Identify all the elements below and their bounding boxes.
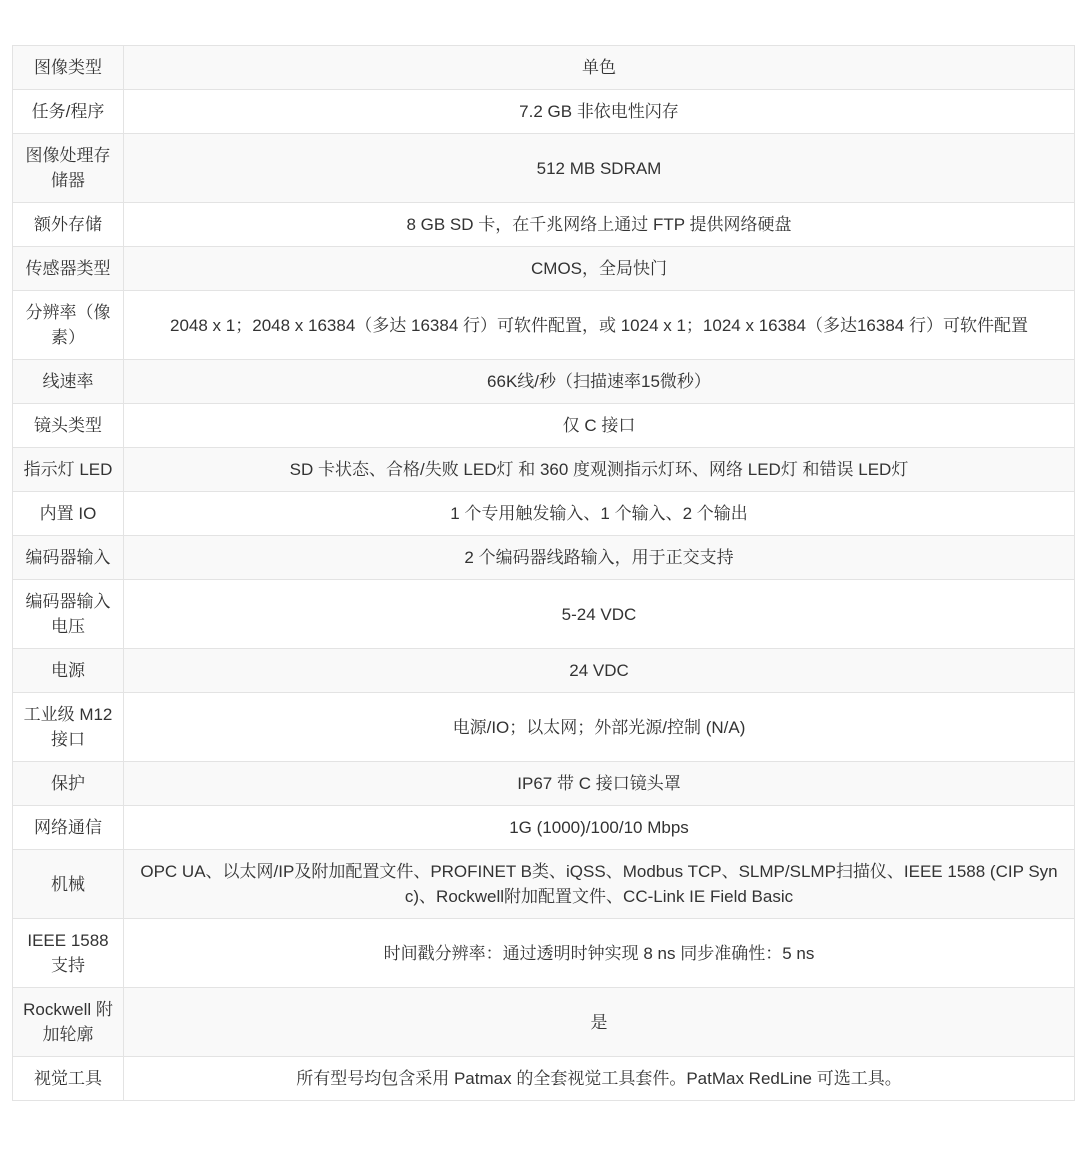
spec-label: 内置 IO (13, 492, 124, 536)
spec-label: 传感器类型 (13, 247, 124, 291)
spec-value: 所有型号均包含采用 Patmax 的全套视觉工具套件。PatMax RedLine 可选工具。 (124, 1057, 1075, 1101)
spec-label: 网络通信 (13, 806, 124, 850)
spec-table-container (12, 45, 1075, 1101)
spec-value: 1 个专用触发输入、1 个输入、2 个输出 (124, 492, 1075, 536)
spec-value: 时间戳分辨率：通过透明时钟实现 8 ns 同步准确性：5 ns (124, 919, 1075, 988)
table-row (13, 46, 1075, 90)
spec-label: 任务/程序 (13, 90, 124, 134)
table-row (13, 492, 1075, 536)
table-row (13, 850, 1075, 919)
table-row (13, 988, 1075, 1057)
spec-value: 2048 x 1；2048 x 16384（多达 16384 行）可软件配置，或 1024 x 1；1024 x 16384（多达16384 行）可软件配置 (124, 291, 1075, 360)
spec-value: 电源/IO；以太网；外部光源/控制 (N/A) (124, 693, 1075, 762)
spec-label: 额外存储 (13, 203, 124, 247)
spec-value: 66K线/秒（扫描速率15微秒） (124, 360, 1075, 404)
spec-label: IEEE 1588 支持 (13, 919, 124, 988)
spec-label: 图像处理存储器 (13, 134, 124, 203)
table-row (13, 536, 1075, 580)
table-row (13, 649, 1075, 693)
spec-label: 保护 (13, 762, 124, 806)
spec-value: SD 卡状态、合格/失败 LED灯 和 360 度观测指示灯环、网络 LED灯 和错误 LED灯 (124, 448, 1075, 492)
spec-label: 图像类型 (13, 46, 124, 90)
spec-value: 5-24 VDC (124, 580, 1075, 649)
spec-value: 1G (1000)/100/10 Mbps (124, 806, 1075, 850)
spec-label: Rockwell 附加轮廓 (13, 988, 124, 1057)
table-row (13, 919, 1075, 988)
table-row (13, 806, 1075, 850)
table-row (13, 360, 1075, 404)
spec-value: 仅 C 接口 (124, 404, 1075, 448)
spec-label: 分辨率（像素） (13, 291, 124, 360)
table-row (13, 291, 1075, 360)
table-row (13, 247, 1075, 291)
spec-label: 线速率 (13, 360, 124, 404)
table-row (13, 404, 1075, 448)
spec-label: 镜头类型 (13, 404, 124, 448)
spec-value: 单色 (124, 46, 1075, 90)
spec-value: IP67 带 C 接口镜头罩 (124, 762, 1075, 806)
spec-value: 512 MB SDRAM (124, 134, 1075, 203)
spec-value: 7.2 GB 非依电性闪存 (124, 90, 1075, 134)
table-row (13, 693, 1075, 762)
spec-label: 视觉工具 (13, 1057, 124, 1101)
table-row (13, 1057, 1075, 1101)
spec-label: 工业级 M12 接口 (13, 693, 124, 762)
spec-value: 8 GB SD 卡，在千兆网络上通过 FTP 提供网络硬盘 (124, 203, 1075, 247)
spec-label: 机械 (13, 850, 124, 919)
spec-label: 编码器输入电压 (13, 580, 124, 649)
spec-value: OPC UA、以太网/IP及附加配置文件、PROFINET B类、iQSS、Modbus TCP、SLMP/SLMP扫描仪、IEEE 1588 (CIP Sync)、Rockwell附加配置文件、CC-Link IE Field Basic (124, 850, 1075, 919)
spec-value: CMOS，全局快门 (124, 247, 1075, 291)
table-row (13, 448, 1075, 492)
table-row (13, 762, 1075, 806)
table-row (13, 134, 1075, 203)
spec-label: 编码器输入 (13, 536, 124, 580)
table-row (13, 580, 1075, 649)
spec-value: 是 (124, 988, 1075, 1057)
spec-table (12, 45, 1075, 1101)
spec-label: 指示灯 LED (13, 448, 124, 492)
spec-label: 电源 (13, 649, 124, 693)
table-row (13, 90, 1075, 134)
table-row (13, 203, 1075, 247)
spec-value: 24 VDC (124, 649, 1075, 693)
spec-value: 2 个编码器线路输入，用于正交支持 (124, 536, 1075, 580)
